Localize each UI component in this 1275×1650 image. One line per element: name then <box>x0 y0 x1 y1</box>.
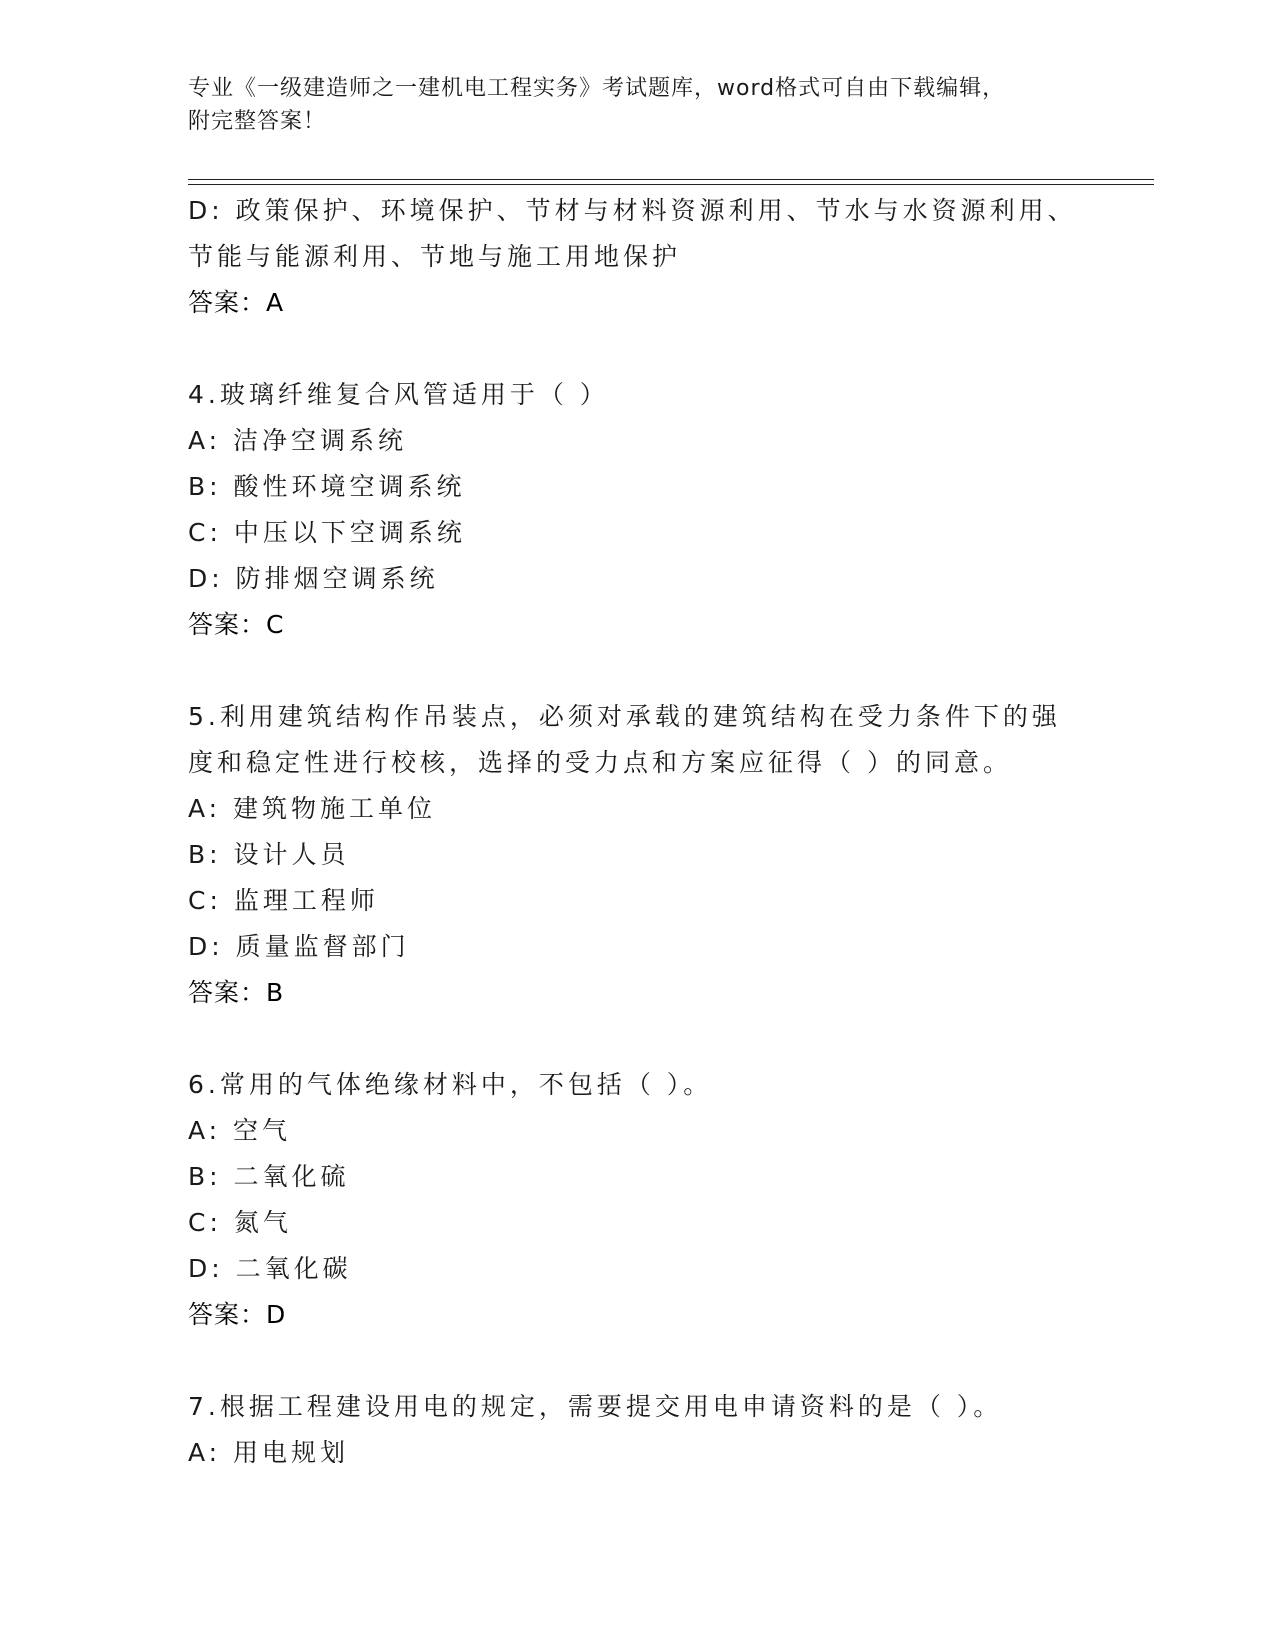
q7-stem: 7.根据工程建设用电的规定，需要提交用电申请资料的是（ ）。 <box>188 1392 1003 1421</box>
q3-answer: 答案：A <box>188 288 285 317</box>
q5-stem-line-1: 5.利用建筑结构作吊装点，必须对承载的建筑结构在受力条件下的强 <box>188 702 1061 731</box>
q5-option-a: A: 建筑物施工单位 <box>188 794 437 823</box>
header-divider-bottom <box>188 184 1154 185</box>
spacer <box>188 648 1088 694</box>
q4-option-a: A: 洁净空调系统 <box>188 426 408 455</box>
q6-option-c: C: 氮气 <box>188 1208 292 1237</box>
question-5 <box>188 694 1088 1016</box>
q6-answer: 答案：D <box>188 1300 287 1329</box>
question-list <box>188 188 1088 1476</box>
q6-option-b: B: 二氧化硫 <box>188 1162 350 1191</box>
q5-answer: 答案：B <box>188 978 285 1007</box>
question-6 <box>188 1062 1088 1338</box>
document-header <box>188 72 1088 138</box>
q7-option-a: A: 用电规划 <box>188 1438 350 1467</box>
q5-option-c: C: 监理工程师 <box>188 886 379 915</box>
header-divider-top <box>188 179 1154 180</box>
q3-option-d-line-1: D: 政策保护、环境保护、节材与材料资源利用、节水与水资源利用、 <box>188 196 1077 225</box>
q4-stem: 4.玻璃纤维复合风管适用于（ ） <box>188 380 609 409</box>
q3-option-d-line-2: 节能与能源利用、节地与施工用地保护 <box>188 242 682 271</box>
spacer <box>188 1016 1088 1062</box>
q5-option-d: D: 质量监督部门 <box>188 932 410 961</box>
question-3 <box>188 188 1088 326</box>
q6-option-d: D: 二氧化碳 <box>188 1254 352 1283</box>
q5-option-b: B: 设计人员 <box>188 840 350 869</box>
q4-option-c: C: 中压以下空调系统 <box>188 518 466 547</box>
q4-answer: 答案：C <box>188 610 285 639</box>
q6-stem: 6.常用的气体绝缘材料中，不包括（ ）。 <box>188 1070 713 1099</box>
header-line-2: 附完整答案！ <box>188 109 327 134</box>
spacer <box>188 326 1088 372</box>
question-4 <box>188 372 1088 648</box>
spacer <box>188 1338 1088 1384</box>
q5-stem-line-2: 度和稳定性进行校核，选择的受力点和方案应征得（ ）的同意。 <box>188 748 1012 777</box>
q4-option-d: D: 防排烟空调系统 <box>188 564 439 593</box>
header-line-1: 专业《一级建造师之一建机电工程实务》考试题库，word格式可自由下载编辑， <box>188 76 1006 101</box>
q6-option-a: A: 空气 <box>188 1116 292 1145</box>
question-7 <box>188 1384 1088 1476</box>
q4-option-b: B: 酸性环境空调系统 <box>188 472 466 501</box>
